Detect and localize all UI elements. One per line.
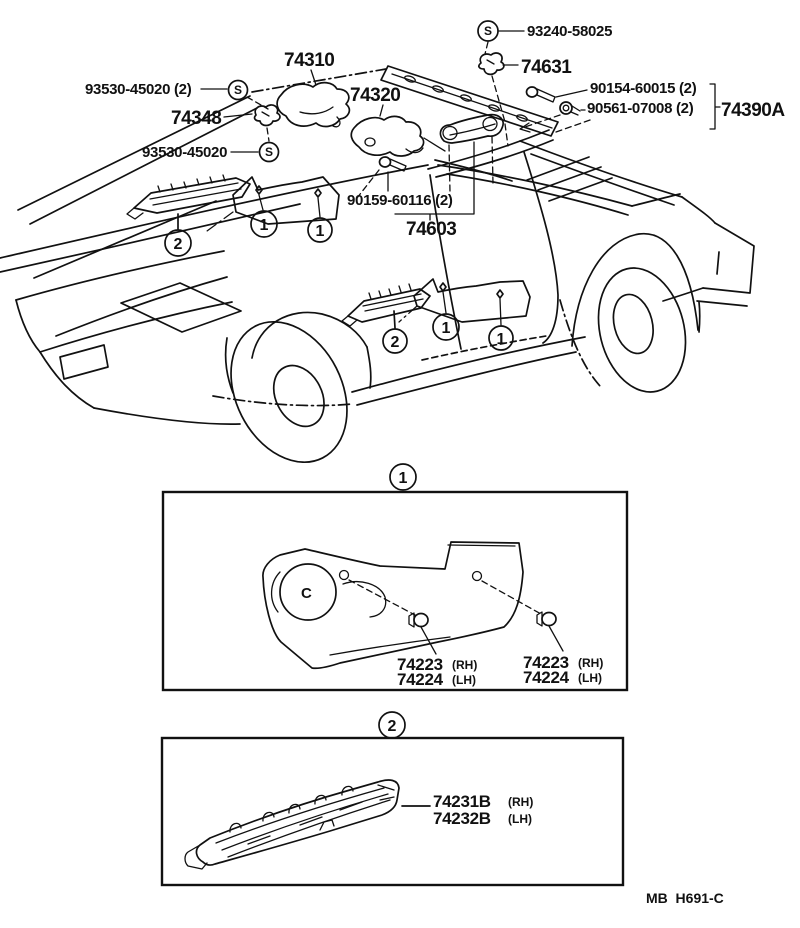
visor-clip-74631-drawing (479, 53, 504, 74)
callout-digit: 2 (173, 236, 183, 253)
callout-digit: 1 (259, 217, 269, 234)
panel-mark-c: C (301, 585, 312, 602)
car-line-art (0, 66, 754, 482)
rh-suffix: (RH) (508, 795, 534, 809)
sun-visor-74320-drawing (351, 116, 445, 156)
leader-lines (201, 31, 720, 220)
part-label-74224: 74224 (523, 668, 569, 687)
assist-grip-74603-drawing (440, 115, 503, 143)
door-trim-panel-drawing (263, 542, 563, 668)
callout-digit: 2 (387, 718, 397, 735)
callout-2-hood (165, 230, 191, 256)
callout-digit: 1 (315, 223, 325, 240)
part-label-74390A: 74390A (721, 100, 785, 121)
detail-box-2-border (162, 738, 623, 885)
part-label-74320: 74320 (350, 85, 401, 106)
sun-visor-74310-drawing (277, 83, 349, 127)
detail-box-1 (163, 464, 627, 690)
scuff-plate-drawing (185, 780, 430, 869)
callout-digit: 1 (496, 331, 506, 348)
callout-digit: 2 (390, 334, 400, 351)
callout-1-hood-b (308, 218, 332, 242)
screw-90154-icon (527, 87, 556, 102)
trim-panel-door-drawing (399, 279, 530, 325)
lh-suffix: (LH) (508, 812, 532, 826)
screw-marker-s-top (478, 21, 498, 41)
callout-1-door-b (489, 326, 513, 350)
callout-digit: 1 (398, 470, 408, 487)
part-label-90154-60015: 90154-60015 (2) (590, 80, 697, 97)
part-label-74232B: 74232B (433, 809, 491, 828)
part-label-74231B: 74231B (433, 792, 491, 811)
callout-digit: 1 (441, 320, 451, 337)
screw-90159-icon (380, 157, 407, 171)
part-label-93530-45020: 93530-45020 (142, 144, 228, 161)
rh-suffix: (RH) (452, 658, 478, 672)
screw-90561-icon (560, 102, 580, 115)
part-label-90561-07008: 90561-07008 (2) (587, 100, 694, 117)
s-marker-glyph: S (264, 145, 274, 159)
detail-box-2 (162, 712, 623, 885)
part-label-74223: 74223 (397, 655, 443, 674)
part-label-74603: 74603 (406, 219, 457, 240)
callout-1-door-a (433, 314, 459, 340)
box2-label-pair (433, 792, 533, 828)
part-label-74310: 74310 (284, 50, 335, 71)
lh-suffix: (LH) (578, 671, 602, 685)
s-marker-glyph: S (233, 83, 243, 97)
lh-suffix: (LH) (452, 673, 476, 687)
part-label-74224: 74224 (397, 670, 443, 689)
rh-suffix: (RH) (578, 656, 604, 670)
callout-1-box (390, 464, 416, 490)
callout-2-box (379, 712, 405, 738)
screw-marker-s-left-upper (229, 81, 248, 100)
callout-2-door (383, 329, 407, 353)
part-label-74631: 74631 (521, 57, 572, 78)
part-label-74348: 74348 (171, 108, 222, 129)
part-label-93240-58025: 93240-58025 (527, 23, 613, 40)
box1-label-pair-left (397, 655, 477, 689)
part-label-93530-45020-x2: 93530-45020 (2) (85, 81, 192, 98)
part-label-74223: 74223 (523, 653, 569, 672)
armrest-retainer-hood-drawing (127, 175, 250, 229)
part-label-90159-60116: 90159-60116 (2) (347, 192, 453, 209)
page-code: MB H691-C (646, 890, 724, 906)
box1-label-pair-right (523, 653, 603, 687)
s-marker-glyph: S (483, 24, 493, 38)
screw-marker-s-left-lower (260, 143, 279, 162)
